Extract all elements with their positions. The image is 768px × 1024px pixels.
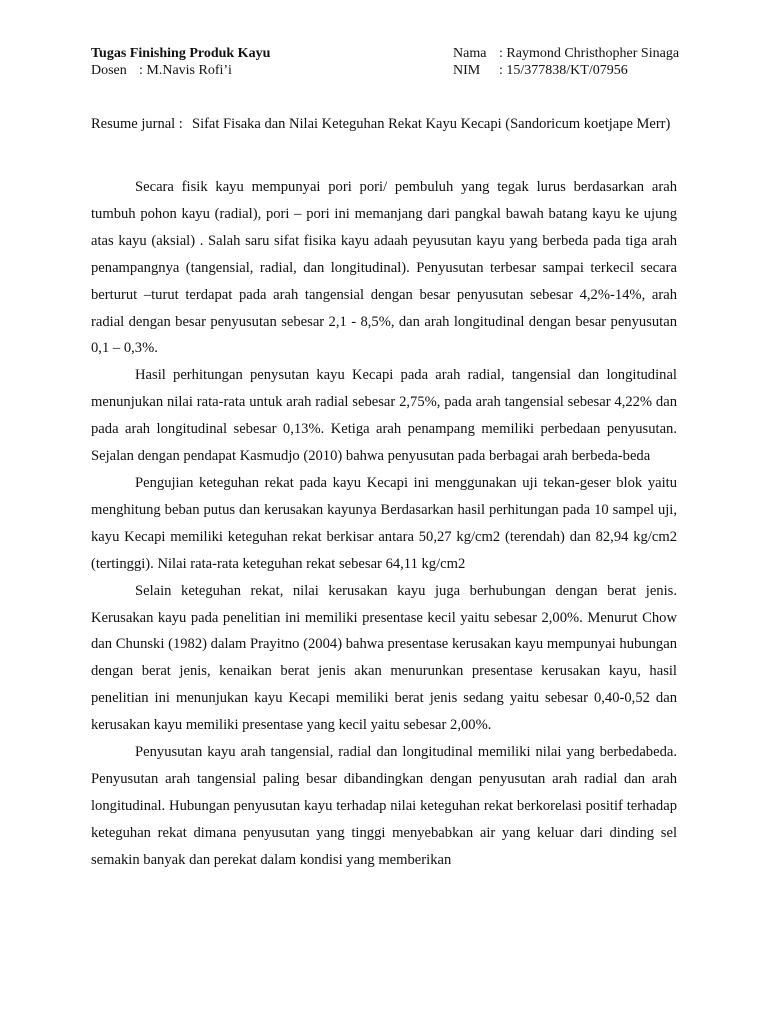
name-row bbox=[453, 45, 693, 62]
header-right bbox=[453, 45, 693, 79]
nim-row bbox=[453, 62, 693, 79]
resume-heading bbox=[91, 115, 681, 133]
paragraph: Secara fisik kayu mempunyai pori pori/ pembuluh yang tegak lurus berdasarkan arah tumbuh pohon kayu (radial), pori – pori ini memanjang dari pangkal bawah batang kayu ke ujung atas kayu (aksial) . Salah saru sifat fisika kayu adaah peyusutan kayu yang berbeda pada tiga arah penampangnya (tangensial, radial, dan longitudinal). Penyusutan terbesar sampai terkecil secara berturut –turut terdapat pada arah tangensial dengan besar penyusutan sebesar 4,2%-14%, arah radial dengan besar penyusutan sebesar 2,1 - 8,5%, dan arah longitudinal dengan besar penyusutan 0,1 – 0,3%. bbox=[91, 179, 677, 357]
paragraph: Selain keteguhan rekat, nilai kerusakan kayu juga berhubungan dengan berat jenis. Kerusakan kayu pada penelitian ini memiliki presentase kecil yaitu sebesar 2,00%. Menurut Chow dan Chunski (1982) dalam Prayitno (2004) bahwa presentase kerusakan kayu mempunyai hubungan dengan berat jenis, kenaikan berat jenis akan menurunkan presentase kerusakan kayu, hasil penelitian ini menunjukan kayu Kecapi memiliki berat jenis sedang yaitu sebesar 0,40-0,52 dan kerusakan kayu memiliki presentase yang kecil yaitu sebesar 2,00%. bbox=[91, 582, 677, 734]
paragraph: Pengujian keteguhan rekat pada kayu Kecapi ini menggunakan uji tekan-geser blok yaitu menghitung beban putus dan kerusakan kayunya Berdasarkan hasil perhitungan pada 10 sampel uji, kayu Kecapi memiliki keteguhan rekat berkisar antara 50,27 kg/cm2 (terendah) dan 82,94 kg/cm2 (tertinggi). Nilai rata-rata keteguhan rekat sebesar 64,11 kg/cm2 bbox=[91, 474, 677, 572]
nim-label: NIM bbox=[453, 63, 481, 78]
paragraph: Penyusutan kayu arah tangensial, radial dan longitudinal memiliki nilai yang berbedabeda. Penyusutan arah tangensial paling besar dibandingkan dengan penyusutan arah radial dan arah longitudinal. Hubungan penyusutan kayu terhadap nilai keteguhan rekat berkorelasi positif terhadap keteguhan rekat dimana penyusutan yang tinggi menyebabkan air yang keluar dari dinding sel semakin banyak dan perekat dalam kondisi yang memberikan bbox=[91, 744, 677, 868]
document-body bbox=[91, 174, 677, 874]
resume-title: Sifat Fisaka dan Nilai Keteguhan Rekat Kayu Kecapi (Sandoricum koetjape Merr) bbox=[192, 116, 671, 132]
lecturer-label: Dosen bbox=[91, 63, 127, 78]
lecturer-value: : M.Navis Rofi’i bbox=[139, 63, 232, 78]
lecturer-row bbox=[91, 62, 421, 79]
course-title: Tugas Finishing Produk Kayu bbox=[91, 46, 271, 61]
name-value: : Raymond Christhopher Sinaga bbox=[499, 46, 680, 61]
resume-prefix: Resume jurnal : bbox=[91, 116, 183, 132]
paragraph: Hasil perhitungan penysutan kayu Kecapi pada arah radial, tangensial dan longitudinal menunjukan nilai rata-rata untuk arah radial sebesar 2,75%, pada arah tangensial sebesar 4,22% dan pada arah longitudinal sebesar 0,13%. Ketiga arah penampang memiliki perbedaan penyusutan. Sejalan dengan pendapat Kasmudjo (2010) bahwa penyusutan pada berbagai arah berbeda-beda bbox=[91, 367, 677, 465]
name-label: Nama bbox=[453, 46, 487, 61]
header-left bbox=[91, 45, 421, 79]
nim-value: : 15/377838/KT/07956 bbox=[499, 63, 628, 78]
